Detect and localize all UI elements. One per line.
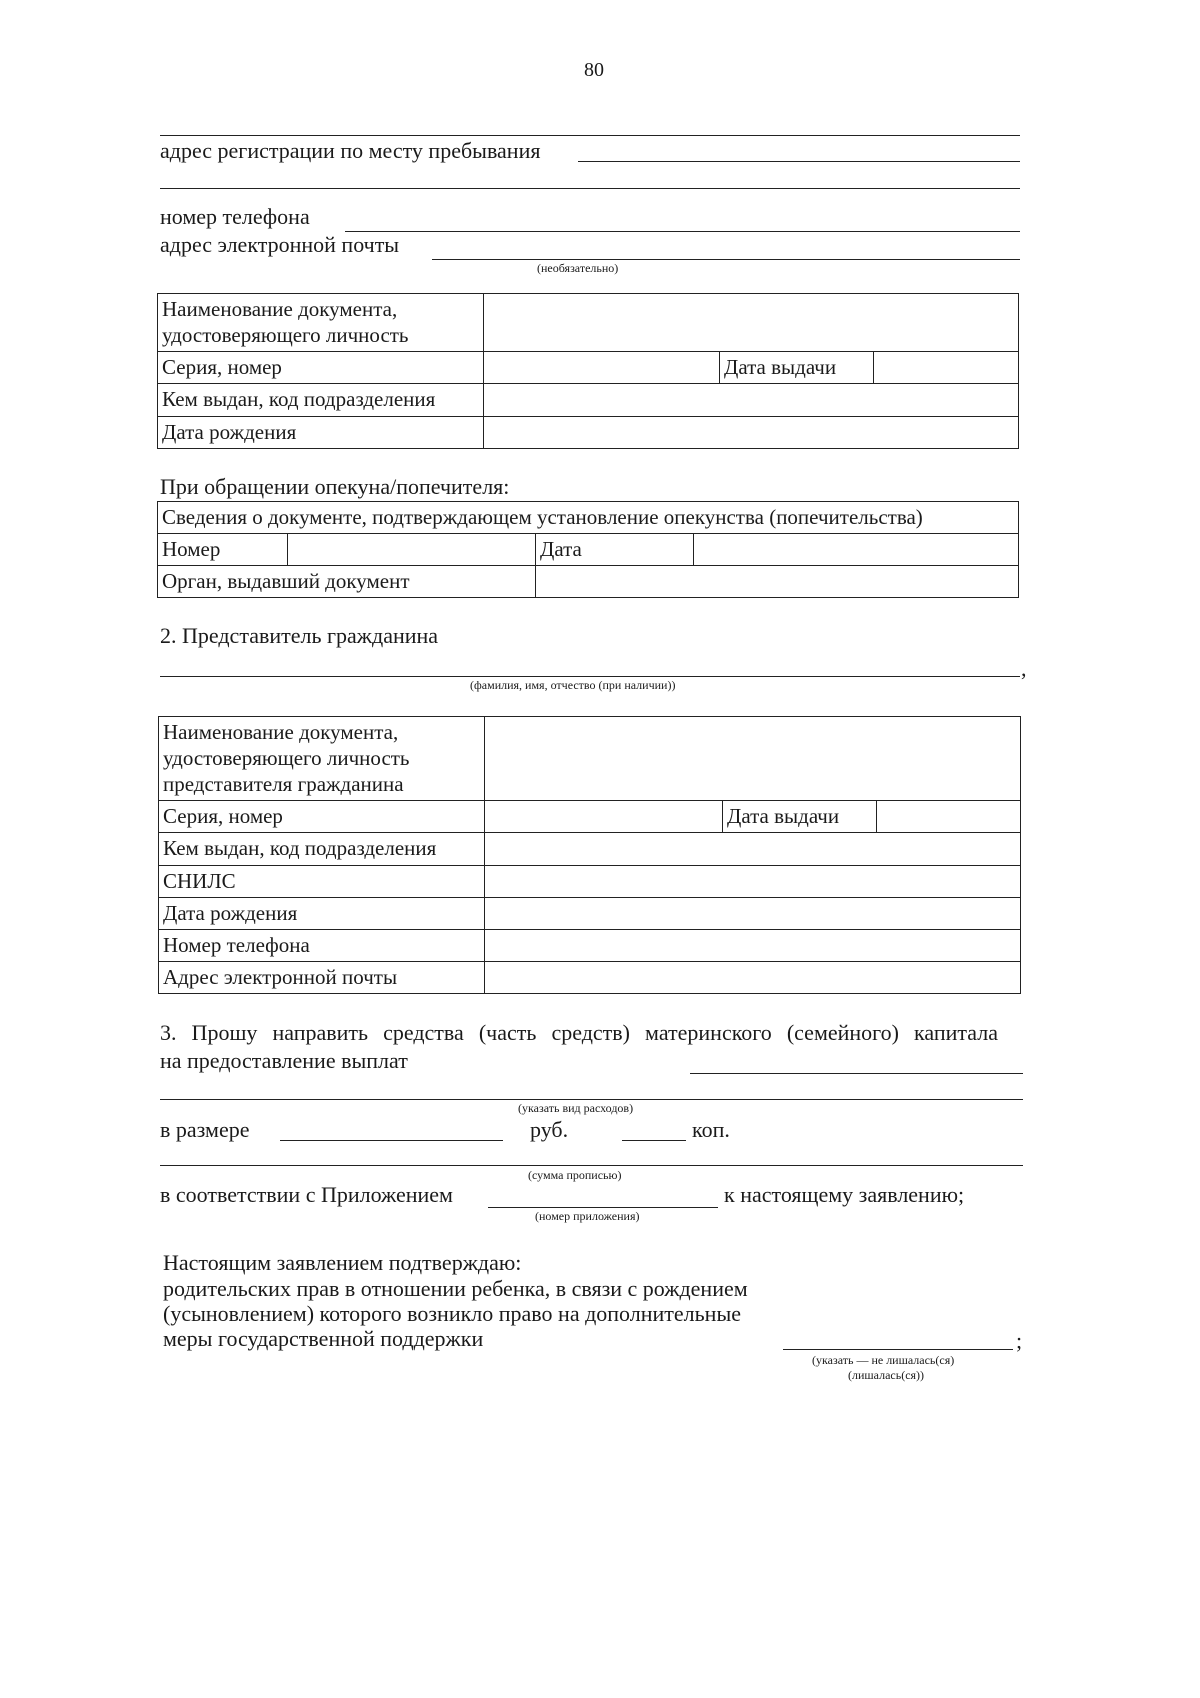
guardian-organ-label: Орган, выдавший документ	[158, 566, 536, 598]
rep-phone-field[interactable]	[485, 930, 1021, 962]
issue-date-field[interactable]	[874, 352, 1019, 384]
expense-type-input[interactable]	[160, 1099, 1023, 1100]
rep-email-label: Адрес электронной почты	[159, 962, 485, 994]
confirm-semicolon: ;	[1016, 1328, 1023, 1353]
confirm-line3: меры государственной поддержки	[163, 1326, 484, 1351]
identity-document-table	[157, 293, 1019, 449]
email-optional-note: (необязательно)	[537, 261, 619, 275]
birth-date-label: Дата рождения	[158, 417, 484, 449]
series-number-label: Серия, номер	[158, 352, 484, 384]
doc-name-label: Наименование документа, удостоверяющего личность	[158, 294, 484, 352]
guardian-info-label: Сведения о документе, подтверждающем установление опекунства (попечительства)	[158, 502, 1019, 534]
rep-doc-name-field[interactable]	[485, 717, 1021, 801]
kopecks-input[interactable]	[622, 1140, 686, 1141]
issued-by-field[interactable]	[484, 384, 1019, 417]
guardian-heading: При обращении опекуна/попечителя:	[160, 474, 510, 499]
rep-series-number-label: Серия, номер	[159, 801, 485, 833]
issue-date-label: Дата выдачи	[720, 352, 874, 384]
guardian-date-field[interactable]	[694, 534, 1019, 566]
email-label: адрес электронной почты	[160, 232, 400, 257]
rep-email-field[interactable]	[485, 962, 1021, 994]
deprivation-note-line2: (лишалась(ся))	[848, 1368, 925, 1382]
to-statement-label: к настоящему заявлению;	[724, 1182, 965, 1207]
representative-name-note: (фамилия, имя, отчество (при наличии))	[470, 678, 676, 692]
rep-series-number-field[interactable]	[485, 801, 723, 833]
request-paragraph-line2: на предоставление выплат	[160, 1048, 408, 1073]
confirm-heading: Настоящим заявлением подтверждаю:	[163, 1250, 522, 1275]
representative-document-table	[158, 716, 1021, 994]
rub-label: руб.	[530, 1117, 569, 1142]
doc-name-field[interactable]	[484, 294, 1019, 352]
amount-label: в размере	[160, 1117, 250, 1142]
confirm-line2: (усыновлением) которого возникло право на дополнительные	[163, 1301, 741, 1326]
rep-phone-label: Номер телефона	[159, 930, 485, 962]
rep-issued-by-label: Кем выдан, код подразделения	[159, 833, 485, 866]
reg-address-input-continued[interactable]	[160, 188, 1020, 189]
representative-name-input[interactable]	[160, 676, 1020, 677]
guardian-date-label: Дата	[536, 534, 694, 566]
kop-label: коп.	[692, 1117, 730, 1142]
deprivation-status-input[interactable]	[783, 1349, 1013, 1350]
payment-type-input[interactable]	[690, 1073, 1023, 1074]
expense-type-note: (указать вид расходов)	[518, 1101, 634, 1115]
rep-issue-date-label: Дата выдачи	[723, 801, 877, 833]
rep-doc-name-label: Наименование документа, удостоверяющего личность представителя гражданина	[159, 717, 485, 801]
phone-input[interactable]	[345, 231, 1020, 232]
rep-snils-field[interactable]	[485, 866, 1021, 898]
email-input[interactable]	[432, 259, 1020, 260]
address-line-top[interactable]	[160, 135, 1020, 136]
page-number: 80	[584, 59, 604, 81]
phone-label: номер телефона	[160, 204, 310, 229]
rep-snils-label: СНИЛС	[159, 866, 485, 898]
guardian-number-field[interactable]	[288, 534, 536, 566]
appendix-number-input[interactable]	[488, 1207, 718, 1208]
deprivation-note-line1: (указать — не лишалась(ся)	[812, 1353, 955, 1367]
guardian-number-label: Номер	[158, 534, 288, 566]
sum-in-words-input[interactable]	[160, 1165, 1023, 1166]
representative-heading: 2. Представитель гражданина	[160, 623, 439, 648]
rep-birth-date-field[interactable]	[485, 898, 1021, 930]
rep-issued-by-field[interactable]	[485, 833, 1021, 866]
sum-in-words-note: (сумма прописью)	[528, 1168, 622, 1182]
request-paragraph-line1: 3. Прошу направить средства (часть средств) материнского (семейного) капитала	[160, 1020, 998, 1045]
according-label: в соответствии с Приложением	[160, 1182, 453, 1207]
issued-by-label: Кем выдан, код подразделения	[158, 384, 484, 417]
representative-comma: ,	[1021, 656, 1027, 681]
reg-address-input[interactable]	[578, 161, 1020, 162]
reg-address-label: адрес регистрации по месту пребывания	[160, 138, 541, 163]
rep-issue-date-field[interactable]	[877, 801, 1021, 833]
rubles-input[interactable]	[280, 1140, 503, 1141]
rep-birth-date-label: Дата рождения	[159, 898, 485, 930]
birth-date-field[interactable]	[484, 417, 1019, 449]
guardian-organ-field[interactable]	[536, 566, 1019, 598]
guardian-document-table	[157, 501, 1019, 598]
confirm-line1: родительских прав в отношении ребенка, в связи с рождением	[163, 1276, 748, 1301]
series-number-field[interactable]	[484, 352, 720, 384]
appendix-number-note: (номер приложения)	[535, 1209, 640, 1223]
